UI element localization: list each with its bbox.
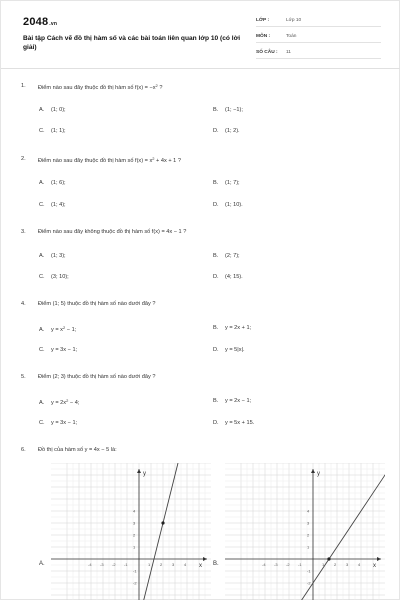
question-text: Điểm nào sau đây không thuộc đồ thị hàm số f(x) = 4x − 1 ? xyxy=(38,229,187,235)
question-text: Điểm nào sau đây thuộc đồ thị hàm số $f(x) = -x^2$ ? xyxy=(38,83,163,91)
function-line xyxy=(142,463,178,600)
x-tick-label: -4 xyxy=(88,562,92,567)
marked-point xyxy=(327,557,330,560)
x-tick-label: 1 xyxy=(322,562,325,567)
meta-key: MÔN : xyxy=(256,34,271,39)
option-3b[interactable]: B. (2; 7); xyxy=(213,253,240,259)
logo-text: 2048 xyxy=(23,16,49,28)
y-tick-label: 3 xyxy=(307,520,310,526)
y-tick-label: -2 xyxy=(133,580,137,586)
y-axis-label: y xyxy=(317,471,320,477)
x-tick-label: 4 xyxy=(184,562,187,567)
x-tick-label: -3 xyxy=(274,562,278,567)
option-2d[interactable]: D. (1; 10). xyxy=(213,202,243,208)
option-1b[interactable]: B. (1; −1); xyxy=(213,107,243,113)
x-tick-label: 2 xyxy=(334,562,337,567)
x-tick-label: 1 xyxy=(148,562,151,567)
option-1c[interactable]: C. (1; 1); xyxy=(39,128,66,134)
x-tick-label: 2 xyxy=(160,562,163,567)
y-axis-arrow xyxy=(311,469,315,473)
y-tick-label: 4 xyxy=(133,508,136,514)
meta-class xyxy=(256,14,381,27)
question-number: 4. xyxy=(21,301,26,307)
option-4b[interactable]: B. y = 2x + 1; xyxy=(213,325,252,331)
option-5b[interactable]: B. y = 2x − 1; xyxy=(213,398,252,404)
option-2c[interactable]: C. (1; 4); xyxy=(39,202,66,208)
x-tick-label: 4 xyxy=(358,562,361,567)
meta-key: SỐ CÂU : xyxy=(256,50,278,55)
question-number: 1. xyxy=(21,83,26,89)
logo-suffix: .vn xyxy=(49,21,58,27)
x-tick-label: 3 xyxy=(172,562,175,567)
option-2b[interactable]: B. (1; 7); xyxy=(213,180,240,186)
graph-option-a-letter[interactable]: A. xyxy=(39,561,45,567)
x-tick-label: -3 xyxy=(100,562,104,567)
question-number: 6. xyxy=(21,447,26,453)
y-tick-label: -2 xyxy=(307,580,311,586)
question-number: 3. xyxy=(21,229,26,235)
document-title: Bài tập Cách vẽ đồ thị hàm số và các bài toán liên quan lớp 10 (có lời giải) xyxy=(23,35,241,51)
x-tick-label: -4 xyxy=(262,562,266,567)
option-5c[interactable]: C. y = 3x − 1; xyxy=(39,420,78,426)
y-axis-arrow xyxy=(137,469,141,473)
document-header xyxy=(1,1,400,69)
y-tick-label: -1 xyxy=(133,568,137,574)
option-1d[interactable]: D. (1; 2). xyxy=(213,128,240,134)
x-tick-label: 3 xyxy=(346,562,349,567)
x-tick-label: -2 xyxy=(286,562,290,567)
x-tick-label: -1 xyxy=(124,562,128,567)
y-tick-label: 3 xyxy=(133,520,136,526)
option-5a[interactable]: A. $y = 2x^2 - 4$; xyxy=(39,398,80,406)
option-4d[interactable]: D. y = 5|x|. xyxy=(213,347,245,353)
question-text: Điểm (2; 3) thuộc đồ thị hàm số nào dưới đây ? xyxy=(38,374,156,380)
function-line xyxy=(297,463,385,600)
y-tick-label: 2 xyxy=(133,532,136,538)
question-text: Điểm nào sau đây thuộc đồ thị hàm số $f(x) = x^2 + 4x + 1$ ? xyxy=(38,156,181,164)
option-3a[interactable]: A. (1; 3); xyxy=(39,253,66,259)
x-tick-label: -2 xyxy=(112,562,116,567)
graph-option-b-letter[interactable]: B. xyxy=(213,561,219,567)
question-number: 5. xyxy=(21,374,26,380)
meta-value: Toán xyxy=(286,34,297,39)
y-tick-label: -1 xyxy=(307,568,311,574)
x-tick-label: -1 xyxy=(298,562,302,567)
y-axis-label: y xyxy=(143,471,146,477)
site-logo[interactable] xyxy=(23,16,57,28)
option-3d[interactable]: D. (4; 15). xyxy=(213,274,243,280)
option-5d[interactable]: D. y = 5x + 15. xyxy=(213,420,255,426)
y-tick-label: 1 xyxy=(133,544,136,550)
meta-subject xyxy=(256,30,381,43)
meta-value: Lớp 10 xyxy=(286,18,302,23)
y-tick-label: 4 xyxy=(307,508,310,514)
marked-point xyxy=(161,521,164,524)
meta-question-count xyxy=(256,46,381,59)
graph-option-a[interactable] xyxy=(51,463,211,600)
option-2a[interactable]: A. (1; 6); xyxy=(39,180,66,186)
option-3c[interactable]: C. (3; 10); xyxy=(39,274,69,280)
question-text: Đồ thị của hàm số y = 4x − 5 là: xyxy=(38,447,117,453)
x-axis-label: x xyxy=(199,563,202,569)
y-tick-label: 1 xyxy=(307,544,310,550)
x-axis-label: x xyxy=(373,563,376,569)
graph-option-b[interactable] xyxy=(225,463,385,600)
option-4a[interactable]: A. $y = x^2 - 1$; xyxy=(39,325,77,333)
question-number: 2. xyxy=(21,156,26,162)
y-tick-label: 2 xyxy=(307,532,310,538)
option-1a[interactable]: A. (1; 0); xyxy=(39,107,66,113)
meta-key: LỚP : xyxy=(256,18,270,23)
meta-value: 11 xyxy=(286,50,291,55)
option-4c[interactable]: C. y = 3x − 1; xyxy=(39,347,78,353)
question-text: Điểm (1; 5) thuộc đồ thị hàm số nào dưới đây ? xyxy=(38,301,156,307)
